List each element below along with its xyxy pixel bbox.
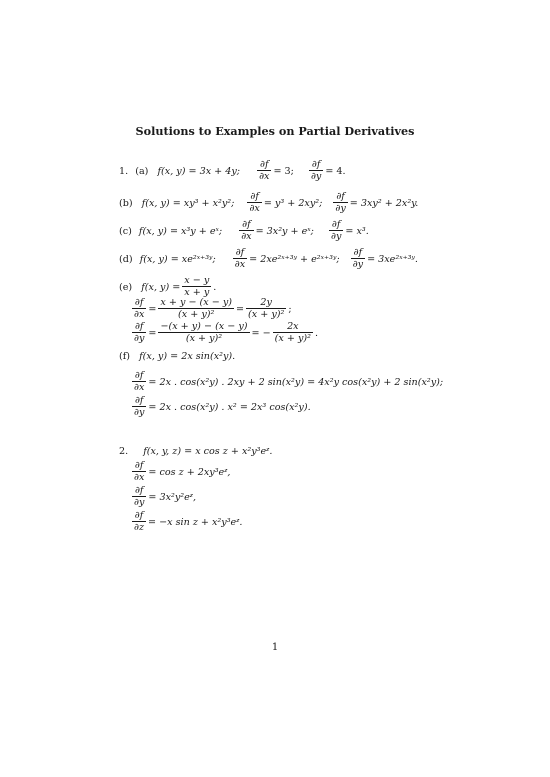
q1e-period: . bbox=[213, 282, 217, 293]
q1a-function: f(x, y) = 3x + 4y; bbox=[157, 166, 241, 177]
partial-f: ∂f bbox=[351, 247, 365, 259]
q1e-dfdx-den2: (x + y)² bbox=[248, 309, 285, 320]
equals-minus: = − bbox=[251, 328, 271, 339]
q1b-dfdy-frac bbox=[333, 191, 347, 214]
q1a-tag: (a) bbox=[135, 166, 149, 177]
q1a-dfdx-frac bbox=[257, 159, 271, 182]
q2-function: f(x, y, z) = x cos z + x²y³eᶻ. bbox=[143, 446, 273, 457]
q1e-dfdy-den1: (x + y)² bbox=[185, 333, 223, 344]
q2-dfdz-line bbox=[130, 511, 242, 534]
partial-y: ∂y bbox=[134, 497, 145, 508]
equals: = bbox=[235, 304, 245, 315]
q1e-dfdy-num1: −(x + y) − (x − y) bbox=[160, 321, 248, 332]
period: . bbox=[314, 328, 319, 339]
q1d-line bbox=[119, 248, 418, 271]
page-number: 1 bbox=[271, 642, 279, 653]
partial-f: ∂f bbox=[247, 191, 261, 203]
q1e-dfdx-step1 bbox=[158, 297, 234, 320]
q1d-dfdy: = 3xe²ˣ⁺³ʸ. bbox=[367, 254, 418, 265]
q1e-dfdx-num2: 2y bbox=[246, 297, 286, 309]
partial-y: ∂y bbox=[330, 231, 342, 242]
partial-f: ∂f bbox=[132, 395, 146, 407]
q1b-function: f(x, y) = xy³ + x²y²; bbox=[141, 198, 235, 209]
q2-dfdz-frac bbox=[132, 510, 146, 533]
q1-label: 1. bbox=[119, 166, 129, 177]
partial-f: ∂f bbox=[333, 191, 347, 203]
q1e-dfdy-step2 bbox=[273, 321, 313, 344]
q1e-dfdy-den2: (x + y)² bbox=[274, 333, 311, 344]
q1f-dfdx-frac bbox=[132, 370, 146, 393]
q1d-function: f(x, y) = xe²ˣ⁺³ʸ; bbox=[139, 254, 216, 265]
q1d-tag: (d) bbox=[119, 254, 133, 265]
q1e-line bbox=[119, 276, 216, 299]
q1e-dfdy-step1 bbox=[158, 321, 249, 344]
q2-line bbox=[119, 446, 272, 457]
page-title: Solutions to Examples on Partial Derivatives bbox=[135, 124, 415, 138]
q1e-dfdy-frac bbox=[132, 321, 146, 344]
q1a-dfdy-frac bbox=[309, 159, 323, 182]
partial-y: ∂y bbox=[335, 203, 346, 214]
q1b-line bbox=[119, 192, 418, 215]
q1d-dfdx: = 2xe²ˣ⁺³ʸ + e²ˣ⁺³ʸ; bbox=[249, 254, 340, 265]
q1c-dfdx-frac bbox=[239, 219, 253, 242]
q2-dfdz: = −x sin z + x²y³eᶻ. bbox=[148, 517, 243, 528]
q1f-tag: (f) bbox=[119, 351, 131, 362]
q2-dfdy-frac bbox=[132, 485, 146, 508]
q1b-tag: (b) bbox=[119, 198, 133, 209]
partial-f: ∂f bbox=[257, 159, 271, 171]
q1f-dfdy-line bbox=[130, 396, 311, 419]
q1e-dfdx-line bbox=[130, 298, 292, 321]
partial-y: ∂y bbox=[134, 407, 145, 418]
partial-x: ∂x bbox=[249, 203, 260, 214]
partial-x: ∂x bbox=[234, 259, 246, 270]
partial-y: ∂y bbox=[310, 171, 322, 182]
q1c-dfdy-frac bbox=[329, 219, 343, 242]
partial-f: ∂f bbox=[329, 219, 343, 231]
partial-y: ∂y bbox=[134, 333, 145, 344]
q1e-function-frac bbox=[182, 275, 211, 298]
q2-dfdy: = 3x²y²eᶻ, bbox=[148, 492, 197, 503]
q1c-dfdx: = 3x²y + eˣ; bbox=[255, 226, 314, 237]
partial-f: ∂f bbox=[132, 460, 146, 472]
q1e-dfdx-step2 bbox=[246, 297, 286, 320]
partial-x: ∂x bbox=[134, 472, 145, 483]
partial-f: ∂f bbox=[132, 510, 146, 522]
q1e-dfdy-num2: 2x bbox=[273, 321, 313, 333]
q1a-dfdx: = 3; bbox=[273, 166, 294, 177]
partial-x: ∂x bbox=[241, 231, 252, 242]
q2-dfdx-frac bbox=[132, 460, 146, 483]
q1f-dfdx-line bbox=[130, 371, 443, 394]
q1e-dfdx-num1: x + y − (x − y) bbox=[160, 297, 232, 308]
partial-x: ∂x bbox=[134, 382, 145, 393]
equals: = bbox=[148, 328, 157, 339]
partial-f: ∂f bbox=[132, 485, 146, 497]
q1f-dfdx: = 2x . cos(x²y) . 2xy + 2 sin(x²y) = 4x²y cos(x²y) + 2 sin(x²y); bbox=[148, 377, 444, 388]
q1b-dfdx: = y³ + 2xy²; bbox=[263, 198, 323, 209]
q2-dfdx: = cos z + 2xy³eᶻ, bbox=[148, 467, 231, 478]
q1d-dfdy-frac bbox=[351, 247, 365, 270]
q1b-dfdy: = 3xy² + 2x²y. bbox=[349, 198, 419, 209]
partial-x: ∂x bbox=[134, 309, 145, 320]
partial-x: ∂x bbox=[259, 171, 270, 182]
q2-dfdx-line bbox=[130, 461, 230, 484]
q2-label: 2. bbox=[119, 446, 129, 457]
partial-f: ∂f bbox=[233, 247, 247, 259]
q1d-dfdx-frac bbox=[233, 247, 247, 270]
q1f-function: f(x, y) = 2x sin(x²y). bbox=[139, 351, 236, 362]
partial-f: ∂f bbox=[309, 159, 323, 171]
partial-y: ∂y bbox=[352, 259, 364, 270]
q1e-tag: (e) bbox=[119, 282, 133, 293]
q1e-function-lhs: f(x, y) = bbox=[141, 282, 181, 293]
q1c-line bbox=[119, 220, 369, 243]
q1c-dfdy: = x³. bbox=[345, 226, 369, 237]
q1f-dfdy-frac bbox=[132, 395, 146, 418]
semicolon: ; bbox=[288, 304, 292, 315]
partial-z: ∂z bbox=[134, 522, 145, 533]
q1e-denominator: x + y bbox=[184, 287, 210, 298]
q1a-dfdy: = 4. bbox=[325, 166, 346, 177]
q1b-dfdx-frac bbox=[247, 191, 261, 214]
partial-f: ∂f bbox=[239, 219, 253, 231]
q1f-dfdy: = 2x . cos(x²y) . x² = 2x³ cos(x²y). bbox=[148, 402, 311, 413]
q1e-dfdx-frac bbox=[132, 297, 146, 320]
q1c-function: f(x, y) = x³y + eˣ; bbox=[138, 226, 223, 237]
partial-f: ∂f bbox=[132, 297, 146, 309]
q2-dfdy-line bbox=[130, 486, 196, 509]
partial-f: ∂f bbox=[132, 370, 146, 382]
q1e-numerator: x − y bbox=[184, 275, 210, 286]
equals: = bbox=[148, 304, 157, 315]
q1c-tag: (c) bbox=[119, 226, 132, 237]
q1e-dfdx-den1: (x + y)² bbox=[178, 309, 215, 320]
partial-f: ∂f bbox=[132, 321, 146, 333]
q1f-line bbox=[119, 351, 235, 362]
q1a-line bbox=[119, 160, 346, 183]
q1e-dfdy-line bbox=[130, 322, 318, 345]
